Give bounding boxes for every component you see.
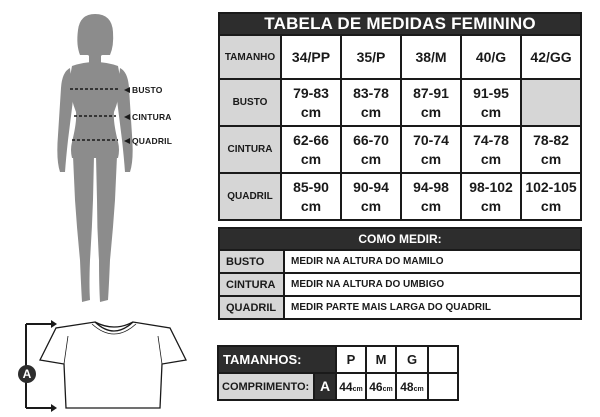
measurement-cell: 62-66 cm <box>281 126 341 173</box>
bust-marker-label: BUSTO <box>132 85 163 95</box>
body-figure-panel <box>0 0 215 310</box>
measurement-cell-empty <box>521 79 581 126</box>
tshirt-size-header-row <box>218 346 458 373</box>
length-marker-cell <box>314 373 336 400</box>
measurement-cell: 79-83 cm <box>281 79 341 126</box>
size-header-cell: 34/PP <box>281 35 341 79</box>
female-body-silhouette <box>0 0 215 310</box>
size-row-label: TAMANHO <box>219 35 281 79</box>
how-to-description: MEDIR PARTE MAIS LARGA DO QUADRIL <box>284 296 581 319</box>
size-header-cell: 42/GG <box>521 35 581 79</box>
waist-marker <box>124 112 172 122</box>
tshirt-empty-cell <box>428 346 458 373</box>
arrow-left-icon <box>124 138 130 144</box>
how-to-measure-table <box>218 227 582 320</box>
measurement-cell: 91-95 cm <box>461 79 521 126</box>
size-header-cell: 40/G <box>461 35 521 79</box>
size-header-row <box>219 35 581 79</box>
measurement-cell: 66-70 cm <box>341 126 401 173</box>
measurement-cell: 90-94 cm <box>341 173 401 220</box>
length-value-cell: 44cm <box>336 373 366 400</box>
length-value-cell: 46cm <box>366 373 396 400</box>
size-header-cell: 35/P <box>341 35 401 79</box>
bust-row-label: BUSTO <box>219 79 281 126</box>
measurement-cell: 83-78 cm <box>341 79 401 126</box>
arrow-left-icon <box>124 114 130 120</box>
tshirt-diagram <box>20 318 195 413</box>
size-header-cell: 38/M <box>401 35 461 79</box>
how-to-measure-title: COMO MEDIR: <box>219 228 581 250</box>
measurement-cell: 102-105 cm <box>521 173 581 220</box>
measurement-cell: 87-91 cm <box>401 79 461 126</box>
measurement-cell: 85-90 cm <box>281 173 341 220</box>
how-to-description: MEDIR NA ALTURA DO UMBIGO <box>284 273 581 296</box>
how-to-key: BUSTO <box>219 250 284 273</box>
measurement-cell: 98-102 cm <box>461 173 521 220</box>
measurement-cell: 70-74 cm <box>401 126 461 173</box>
tshirt-size-letter: G <box>396 346 428 373</box>
length-label: COMPRIMENTO: <box>218 373 314 400</box>
tshirt-size-letter: P <box>336 346 366 373</box>
how-to-row-waist <box>219 273 581 296</box>
hip-row-label: QUADRIL <box>219 173 281 220</box>
hip-marker-label: QUADRIL <box>132 136 173 146</box>
how-to-row-hip <box>219 296 581 319</box>
arrow-left-icon <box>124 87 130 93</box>
tshirt-size-letter: M <box>366 346 396 373</box>
how-to-key: QUADRIL <box>219 296 284 319</box>
bust-row <box>219 79 581 126</box>
tshirt-size-table <box>217 345 459 401</box>
bust-marker <box>124 85 163 95</box>
how-to-row-bust <box>219 250 581 273</box>
hip-row <box>219 173 581 220</box>
length-value-cell: 48cm <box>396 373 428 400</box>
waist-marker-label: CINTURA <box>132 112 172 122</box>
waist-row <box>219 126 581 173</box>
measurement-cell: 74-78 cm <box>461 126 521 173</box>
tshirt-size-title: TAMANHOS: <box>218 346 336 373</box>
how-to-description: MEDIR NA ALTURA DO MAMILO <box>284 250 581 273</box>
waist-row-label: CINTURA <box>219 126 281 173</box>
length-marker-letter: A <box>319 377 331 394</box>
size-chart-title: TABELA DE MEDIDAS FEMININO <box>219 13 581 35</box>
measurement-cell: 78-82 cm <box>521 126 581 173</box>
hip-marker <box>124 136 172 146</box>
tshirt-empty-cell <box>428 373 458 400</box>
how-to-key: CINTURA <box>219 273 284 296</box>
tshirt-length-row <box>218 373 458 400</box>
size-chart-table <box>218 12 582 221</box>
measurement-cell: 94-98 cm <box>401 173 461 220</box>
length-marker-badge: A <box>18 365 36 383</box>
